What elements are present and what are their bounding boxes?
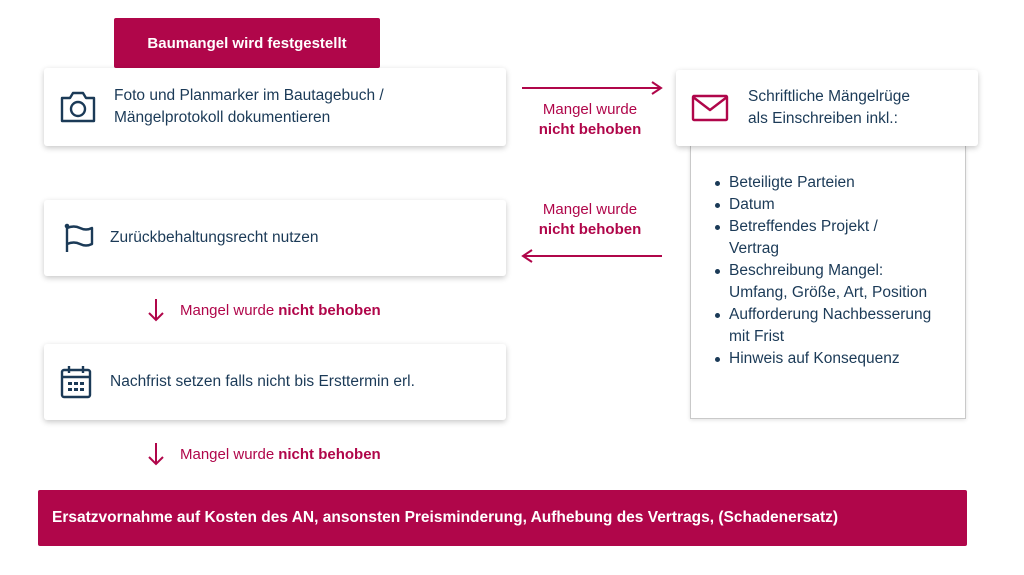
notice-item: Datum: [729, 194, 965, 216]
arrow-down-icon: [146, 297, 166, 323]
arrow-down-icon: [146, 441, 166, 467]
document-card-text: Foto und Planmarker im Bautagebuch / Mängelprotokoll dokumentieren: [114, 87, 384, 126]
notice-items-box: [690, 146, 966, 419]
notice-card: [676, 70, 978, 146]
connector-2-line1: Mangel wurde: [542, 201, 638, 218]
flow-1-bold: nicht behoben: [278, 301, 381, 319]
envelope-icon: [688, 93, 732, 123]
start-tag-label: Baumangel wird festgestellt: [147, 34, 347, 52]
notice-items-list: [691, 172, 965, 370]
notice-item: Betreffendes Projekt / Vertrag: [729, 216, 919, 260]
document-card: [44, 68, 506, 146]
flag-icon: [56, 222, 100, 254]
connector-label-2: [520, 200, 660, 240]
arrow-left-icon: [518, 248, 664, 264]
final-outcome-bar: [38, 490, 967, 546]
flow-label-1: [146, 296, 381, 324]
connector-1-line1: Mangel wurde: [542, 101, 638, 118]
start-tag: [114, 18, 380, 68]
connector-2-line2: nicht behoben: [538, 221, 642, 238]
connector-1-line2: nicht behoben: [538, 121, 642, 138]
camera-icon: [56, 90, 100, 124]
notice-item: Beschreibung Mangel: Umfang, Größe, Art, Position: [729, 260, 929, 304]
flow-1-prefix: Mangel wurde: [180, 301, 275, 319]
retention-card: [44, 200, 506, 276]
calendar-icon: [54, 364, 98, 400]
notice-card-text: Schriftliche Mängelrüge als Einschreiben inkl.:: [748, 88, 910, 127]
flow-2-bold: nicht behoben: [278, 445, 381, 463]
deadline-card-text: Nachfrist setzen falls nicht bis Ersttermin erl.: [110, 373, 415, 390]
flow-2-prefix: Mangel wurde: [180, 445, 275, 463]
notice-item: Hinweis auf Konsequenz: [729, 348, 965, 370]
notice-item: Aufforderung Nachbesserung mit Frist: [729, 304, 944, 348]
arrow-right-icon: [520, 80, 666, 96]
connector-label-1: [520, 100, 660, 140]
deadline-card: [44, 344, 506, 420]
flow-label-2: [146, 440, 381, 468]
final-outcome-text: Ersatzvornahme auf Kosten des AN, ansonsten Preisminderung, Aufhebung des Vertrags, (Schadenersatz): [52, 509, 839, 526]
notice-item: Beteiligte Parteien: [729, 172, 965, 194]
retention-card-text: Zurückbehaltungsrecht nutzen: [110, 229, 319, 246]
